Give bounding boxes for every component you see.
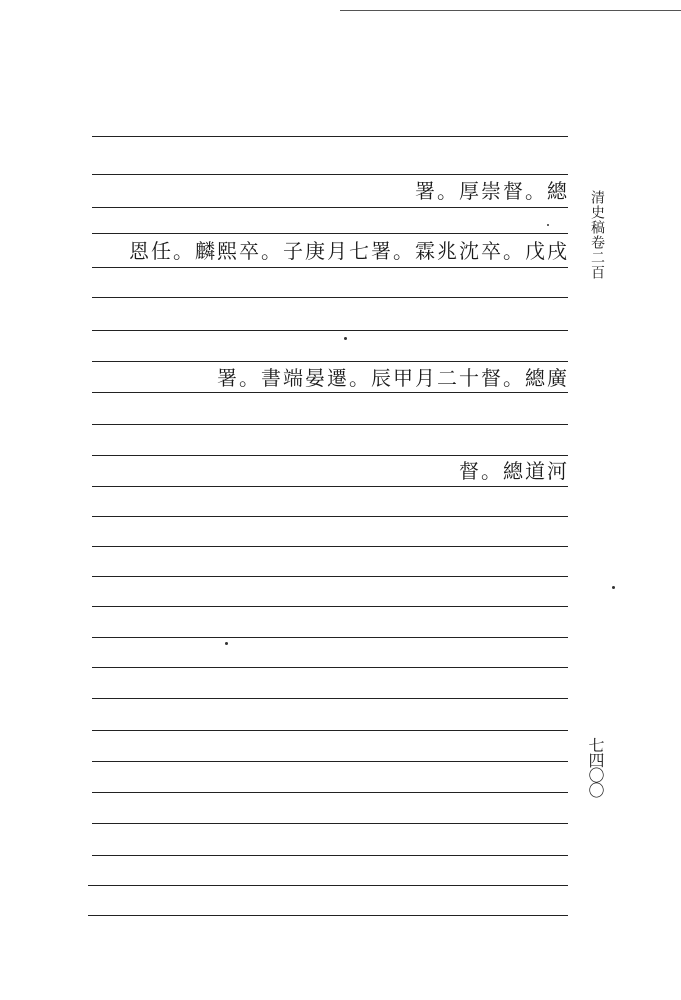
table-rule	[92, 546, 568, 547]
table-rule	[92, 136, 568, 137]
side-title: 清史稿卷二百	[589, 190, 605, 280]
table-rule	[92, 174, 568, 175]
table-rule	[92, 606, 568, 607]
table-rule	[92, 392, 568, 393]
table-rule	[92, 823, 568, 824]
table-rule	[92, 698, 568, 699]
table-rule	[92, 233, 568, 234]
table-rule	[92, 516, 568, 517]
table-rule	[92, 207, 568, 208]
table-rule	[92, 297, 568, 298]
table-rule	[92, 855, 568, 856]
table-rule	[92, 792, 568, 793]
table-rule	[88, 915, 568, 916]
table-rule	[92, 667, 568, 668]
ink-speck	[225, 642, 228, 645]
table-rule	[88, 885, 568, 886]
table-rule	[92, 761, 568, 762]
table-rule	[92, 424, 568, 425]
ink-speck	[547, 224, 549, 226]
table-rule	[92, 330, 568, 331]
table-entry: 恩任。麟熙卒。子庚月七署。霖兆沈卒。戊戌	[129, 239, 569, 263]
table-entry: 署。書端晏遷。辰甲月二十督。總廣	[217, 366, 569, 390]
page-number: 七四〇〇	[586, 737, 605, 797]
table-rule	[92, 637, 568, 638]
table-rule	[92, 361, 568, 362]
top-border-line	[340, 10, 681, 11]
table-entry: 署。厚崇督。總	[415, 179, 569, 203]
ink-speck	[344, 337, 347, 340]
table-rule	[92, 486, 568, 487]
table-rule	[92, 267, 568, 268]
table-rule	[92, 730, 568, 731]
table-rule	[92, 576, 568, 577]
ink-speck	[612, 586, 615, 589]
table-entry: 督。總道河	[459, 459, 569, 483]
table-rule	[92, 455, 568, 456]
